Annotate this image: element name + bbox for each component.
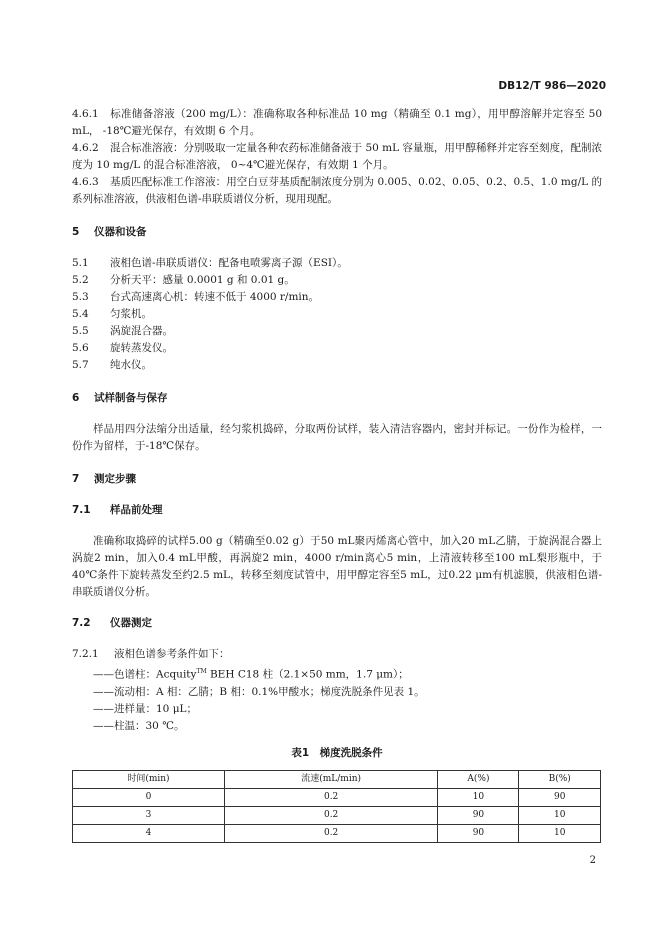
section-6-paragraph: 样品用四分法缩分出适量，经匀浆机捣碎，分取两份试样，装入清洁容器内，密封并标记。一份作为检样，一份作为留样，于-18℃保存。 — [72, 423, 602, 452]
heading-6 — [72, 390, 602, 407]
table-header-cell: A(%) — [438, 770, 519, 788]
item-text: 分析天平：感量 0.0001 g 和 0.01 g。 — [110, 274, 295, 286]
document-code: DB12/T 986—2020 — [498, 80, 606, 92]
section-7-1-paragraph: 准确称取捣碎的试样5.00 g（精确至0.02 g）于50 mL聚丙烯离心管中，加入20 mL乙腈，于旋涡混合器上涡旋2 min，加入0.4 mL甲酸，再涡旋2 min，4000 r/min离心5 min，上清液转移至100 mL梨形瓶中，于40℃条件下旋转蒸发至约2.5 mL，转移至刻度试管中，用甲醇定容至5 mL，过0.22 μm有机滤膜，供液相色谱-串联质谱仪分析。 — [72, 535, 603, 598]
item-number: 5.6 — [72, 342, 89, 354]
section-number: 7.2.1 — [72, 648, 99, 660]
table-cell: 0.2 — [224, 806, 438, 824]
list-item — [72, 340, 602, 357]
heading-title: 测定步骤 — [94, 473, 136, 485]
table-cell: 0.2 — [224, 824, 438, 842]
item-text: 液相色谱-串联质谱仪：配备电喷雾离子源（ESI）。 — [110, 257, 348, 269]
section-text: 基质匹配标准工作溶液：用空白豆芽基质配制浓度分别为 0.005、0.02、0.05、0.2、0.5、1.0 mg/L 的系列标准溶液，供液相色谱-串联质谱仪分析，现用现配。 — [72, 176, 602, 205]
item-number: 5.4 — [72, 308, 89, 320]
heading-7-1 — [72, 502, 602, 519]
list-item — [72, 323, 602, 340]
heading-number: 6 — [72, 392, 80, 404]
heading-title: 仪器测定 — [110, 617, 152, 629]
list-item — [72, 306, 602, 323]
list-item — [72, 272, 602, 289]
section-7-2-1 — [72, 646, 602, 663]
heading-number: 5 — [72, 226, 80, 238]
table-header-cell: 时间(min) — [73, 770, 225, 788]
table-cell: 10 — [519, 824, 601, 842]
condition-mobile-phase: ——流动相：A 相：乙腈；B 相：0.1%甲酸水；梯度洗脱条件见表 1。 — [93, 685, 425, 698]
condition-column: ——色谱柱：Acquity™ BEH C18 柱（2.1×50 mm，1.7 μm）； — [93, 668, 409, 681]
table-header-cell: 流速(mL/min) — [224, 770, 438, 788]
table-cell: 10 — [438, 788, 519, 806]
gradient-table — [72, 770, 601, 843]
heading-number: 7.2 — [72, 617, 91, 629]
condition-injection: ——进样量：10 μL； — [93, 702, 197, 715]
section-4-6-2 — [72, 140, 602, 174]
table-cell: 4 — [73, 824, 225, 842]
list-item — [72, 289, 602, 306]
item-number: 5.3 — [72, 291, 89, 303]
table-cell: 0.2 — [224, 788, 438, 806]
document-body — [72, 106, 602, 843]
item-text: 台式高速离心机：转速不低于 4000 r/min。 — [110, 291, 320, 303]
heading-number: 7.1 — [72, 504, 91, 516]
heading-5 — [72, 224, 602, 241]
table-header-cell: B(%) — [519, 770, 601, 788]
section-number: 4.6.3 — [72, 176, 99, 188]
page-number: 2 — [589, 855, 596, 866]
item-text: 匀浆机。 — [110, 308, 152, 320]
heading-title: 试样制备与保存 — [94, 392, 168, 404]
section-text: 混合标准溶液：分别吸取一定量各种农药标准储备液于 50 mL 容量瓶，用甲醇稀释并定容至刻度，配制浓度为 10 mg/L 的混合标准溶液， 0~4℃避光保存，有效期 1 个月。 — [72, 142, 602, 171]
table-row — [73, 824, 601, 842]
item-number: 5.2 — [72, 274, 89, 286]
table-cell: 0 — [73, 788, 225, 806]
table-cell: 3 — [73, 806, 225, 824]
heading-number: 7 — [72, 473, 80, 485]
item-number: 5.5 — [72, 325, 89, 337]
section-number: 4.6.2 — [72, 142, 99, 154]
item-text: 纯水仪。 — [110, 359, 152, 371]
table-header-row — [73, 770, 601, 788]
table-title: 表1 梯度洗脱条件 — [291, 746, 383, 759]
section-number: 4.6.1 — [72, 108, 99, 120]
section-4-6-1 — [72, 106, 602, 140]
table-cell: 90 — [519, 788, 601, 806]
heading-title: 样品前处理 — [110, 504, 163, 516]
section-4-6-3 — [72, 174, 602, 208]
table-cell: 90 — [438, 824, 519, 842]
table-cell: 10 — [519, 806, 601, 824]
table-row — [73, 806, 601, 824]
item-number: 5.7 — [72, 359, 89, 371]
heading-7-2 — [72, 615, 602, 632]
condition-column-temp: ——柱温：30 ℃。 — [93, 719, 185, 732]
item-text: 涡旋混合器。 — [110, 325, 173, 337]
table-cell: 90 — [438, 806, 519, 824]
section-text: 液相色谱参考条件如下： — [114, 648, 230, 660]
item-number: 5.1 — [72, 257, 89, 269]
section-text: 标准储备溶液（200 mg/L）：准确称取各种标准品 10 mg（精确至 0.1 mg），用甲醇溶解并定容至 50 mL， -18℃避光保存，有效期 6 个月。 — [72, 108, 602, 137]
heading-7 — [72, 471, 602, 488]
list-item — [72, 357, 602, 374]
table-row — [73, 788, 601, 806]
item-text: 旋转蒸发仪。 — [110, 342, 173, 354]
heading-title: 仪器和设备 — [94, 226, 147, 238]
list-item — [72, 255, 602, 272]
